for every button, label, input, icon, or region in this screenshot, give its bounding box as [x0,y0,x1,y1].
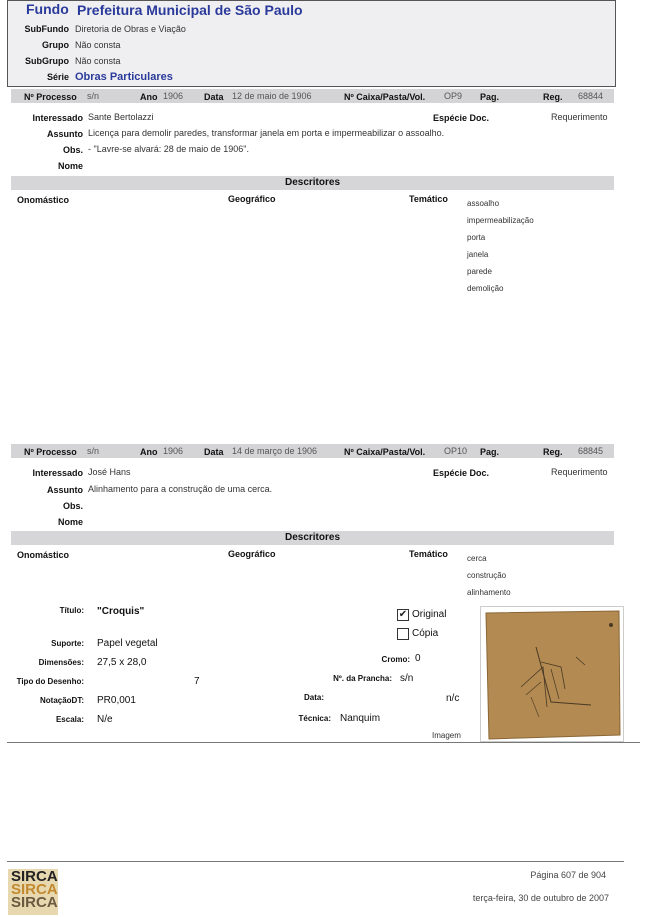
report-date: terça-feira, 30 de outubro de 2007 [472,893,609,903]
logo-text-2: SIRCA [11,881,58,898]
onomastico-label: Onomástico [17,550,70,560]
dimensoes-value: 27,5 x 28,0 [97,657,147,668]
subgrupo-label: SubGrupo [25,56,69,66]
interessado-value: Sante Bertolazzi [88,112,154,122]
tematico-term: demolição [467,284,504,293]
croquis-thumbnail [481,607,623,741]
tematico-term: assoalho [467,199,500,208]
obs-label: Obs. [62,501,83,511]
logo-text-3: SIRCA [11,894,58,911]
imagem-label: Imagem [432,731,461,740]
notacao-value: PR0,001 [97,695,136,706]
nome-label: Nome [57,161,83,171]
especie-label: Espécie Doc. [433,468,490,478]
logo-text: SIRCA [11,868,58,885]
original-label: Original [412,609,447,620]
grupo-value: Não consta [75,40,121,50]
titulo-label: Título: [59,606,84,615]
interessado-value: José Hans [88,467,131,477]
ano-value: 1906 [163,446,184,456]
page-number: Página 607 de 904 [530,870,606,880]
escala-label: Escala: [55,715,84,724]
processo-value: s/n [87,91,100,101]
tematico-term: janela [467,250,489,259]
especie-value: Requerimento [551,112,608,122]
ano-label: Ano [140,92,158,102]
caixa-value: OP9 [444,91,463,101]
tematico-term: construção [467,571,507,580]
descritores-bar: Descritores [11,176,614,190]
subfundo-value: Diretoria de Obras e Viação [75,24,186,34]
processo-label: Nº Processo [24,92,77,102]
descritores-bar: Descritores [11,531,614,545]
tematico-label: Temático [409,194,448,204]
geografico-label: Geográfico [228,549,276,559]
prancha-label: Nº. da Prancha: [333,674,392,683]
assunto-value: Licença para demolir paredes, transformar janela em porta e impermeabilizar o assoalho. [88,128,445,138]
data-value: 12 de maio de 1906 [232,91,312,101]
assunto-value: Alinhamento para a construção de uma cerca. [88,484,273,494]
sirca-logo [8,869,58,915]
data-label: Data [204,447,224,457]
tecnica-value: Nanquim [340,713,381,724]
tematico-term: porta [467,233,486,242]
obs-label: Obs. [62,145,83,155]
ano-label: Ano [140,447,158,457]
geografico-label: Geográfico [228,194,276,204]
suporte-label: Suporte: [51,639,84,648]
copia-checkbox[interactable] [397,628,409,640]
data-value: 14 de março de 1906 [232,446,318,456]
fundo-label: Fundo [26,1,69,17]
cromo-label: Cromo: [381,655,410,664]
titulo-value: "Croquis" [97,606,145,617]
interessado-label: Interessado [32,113,83,123]
caixa-value: OP10 [444,446,468,456]
serie-value: Obras Particulares [75,71,173,83]
copia-label: Cópia [412,628,439,639]
tipo-desenho-value: 7 [194,676,200,687]
tipo-desenho-label: Tipo do Desenho: [16,677,84,686]
cromo-value: 0 [415,653,421,664]
onomastico-label: Onomástico [17,195,70,205]
reg-value: 68844 [578,91,604,101]
prancha-value: s/n [400,673,414,684]
reg-label: Reg. [543,447,563,457]
nome-label: Nome [57,517,83,527]
interessado-label: Interessado [32,468,83,478]
especie-value: Requerimento [551,467,608,477]
data-desenho-label: Data: [303,693,324,702]
record-band [11,89,614,103]
ano-value: 1906 [163,91,184,101]
obs-value: - "Lavre-se alvará: 28 de maio de 1906". [88,144,249,154]
drawing-image[interactable] [480,606,624,742]
record-divider [7,742,640,743]
tematico-term: impermeabilização [467,216,534,225]
caixa-label: Nº Caixa/Pasta/Vol. [344,92,426,102]
escala-value: N/e [97,714,113,725]
fundo-value: Prefeitura Municipal de São Paulo [77,2,303,18]
caixa-label: Nº Caixa/Pasta/Vol. [344,447,426,457]
subfundo-label: SubFundo [24,24,69,34]
pag-label: Pag. [480,447,500,457]
processo-value: s/n [87,446,100,456]
suporte-value: Papel vegetal [97,638,158,649]
especie-label: Espécie Doc. [433,113,490,123]
assunto-label: Assunto [47,129,83,139]
tematico-term: parede [467,267,492,276]
grupo-label: Grupo [42,40,69,50]
pag-label: Pag. [480,92,500,102]
original-checkbox[interactable]: ✔ [398,609,408,620]
tecnica-label: Técnica: [298,714,331,723]
tematico-label: Temático [409,549,448,559]
serie-label: Série [46,72,69,82]
data-label: Data [204,92,224,102]
data-desenho-value: n/c [446,693,460,704]
tematico-term: cerca [467,554,487,563]
tematico-term: alinhamento [467,588,511,597]
footer-divider [7,861,624,862]
reg-label: Reg. [543,92,563,102]
subgrupo-value: Não consta [75,56,121,66]
dimensoes-label: Dimensões: [38,658,84,667]
processo-label: Nº Processo [24,447,77,457]
assunto-label: Assunto [47,485,83,495]
reg-value: 68845 [578,446,604,456]
notacao-label: NotaçãoDT: [39,696,84,705]
